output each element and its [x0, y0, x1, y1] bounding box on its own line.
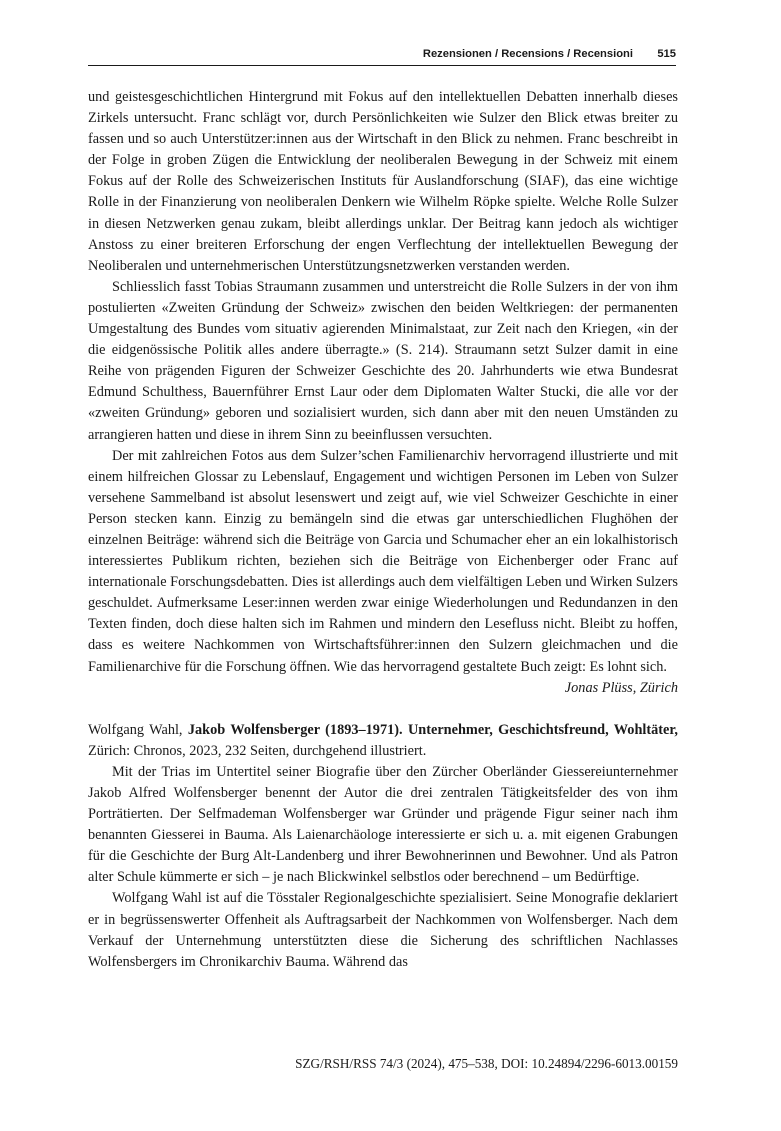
page-number: 515	[657, 48, 676, 60]
running-header	[88, 43, 676, 66]
journal-citation-footer: SZG/RSH/RSS 74/3 (2024), 475–538, DOI: 10.24894/2296-6013.00159	[295, 1056, 678, 1071]
review2-reference	[88, 720, 678, 762]
review2-author: Wolfgang Wahl,	[88, 721, 183, 738]
review2-publication: Zürich: Chronos, 2023, 232 Seiten, durchgehend illustriert.	[88, 742, 427, 759]
review2-paragraph-2: Wolfgang Wahl ist auf die Tösstaler Regionalgeschichte spezialisiert. Seine Monografie deklariert er in begrüssenswerter Offenheit als Auftragsarbeit der Nachkommen von Wolfensberger. Nach dem Verkauf der Unternehmung unterstützten diese die Sicherung des schriftlichen Nachlasses Wolfensbergers im Chronikarchiv Bauma. Während das	[88, 890, 678, 970]
running-header-title: Rezensionen / Recensions / Recensioni	[422, 48, 633, 60]
section-spacer	[88, 699, 678, 720]
review1-paragraph-3: Der mit zahlreichen Fotos aus dem Sulzer’schen Familienarchiv hervorragend illustrierte und mit einem hilfreichen Glossar zu Lebenslauf, Engagement und wichtigen Personen im Leben von Sulzer versehene Sammelband ist absolut lesenswert und zeigt auf, wie viel Schweizer Geschichte in einer Person stecken kann. Einzig zu bemängeln sind die etwas gar unterschiedlichen Flughöhen der einzelnen Beiträge: während sich die Beiträge von Garcia und Schumacher eher an ein lokalhistorisch interessiertes Publikum richten, beziehen sich die Beiträge von Eichenberger oder Franc auf internationale Forschungsdebatten. Dies ist allerdings auch dem vielfältigen Leben und Wirken Sulzers geschuldet. Aufmerksame Leser:innen werden zwar einige Wiederholungen und Redundanzen in den Texten finden, doch diese halten sich im Rahmen und mindern den Lesefluss nicht. Bleibt zu hoffen, dass es weitere Nachkommen von Wirtschaftsführer:innen den Sulzern gleichmachen und die Familienarchive für die Forschung öffnen. Wie das hervorragend gestaltete Buch zeigt: Es lohnt sich.	[88, 447, 678, 675]
review1-paragraph-1: und geistesgeschichtlichen Hintergrund mit Fokus auf den intellektuellen Debatten innerhalb dieses Zirkels untersucht. Franc schlägt vor, durch Persönlichkeiten wie Sulzer den Blick etwas breiter zu fassen und so auch Unterstützer:innen aus der Wirtschaft in den Blick zu nehmen. Franc beschreibt in der Folge in groben Zügen die Entwicklung der neoliberalen Bewegung in der Schweiz mit einem Fokus auf der Rolle des Schweizerischen Instituts für Auslandforschung (SIAF), das eine wichtige Rolle in der Finanzierung von neoliberalen Denkern wie Wilhelm Röpke spielte. Welche Rolle Sulzer in diesen Netzwerken genau zukam, bleibt allerdings unklar. Der Beitrag kann jedoch als wichtiger Anstoss zu einer breiteren Erforschung der engen Verflechtung der intellektuellen Bewegung der Neoliberalen und unternehmerischen Unterstützungsnetzwerken verstanden werden.	[88, 89, 678, 274]
review2-book-title: Jakob Wolfensberger (1893–1971). Unternehmer, Geschichtsfreund, Wohltäter,	[187, 721, 678, 738]
page-body	[88, 87, 678, 973]
review2-paragraph-1: Mit der Trias im Untertitel seiner Biografie über den Zürcher Oberländer Giessereiunternehmer Jakob Alfred Wolfensberger benennt der Autor die drei zentralen Tätigkeitsfelder des von ihm Porträtierten. Der Selfmademan Wolfensberger war Gründer und prägende Figur seiner nach ihm benannten Giesserei in Bauma. Als Laienarchäologe interessierte er sich u. a. mit eigenen Grabungen für die Geschichte der Burg Alt-Landenberg und ihrer Bewohnerinnen und Bewohner. Und als Patron alter Schule kümmerte er sich – je nach Blickwinkel selbstlos oder berechnend – um Bedürftige.	[88, 763, 678, 886]
review1-signature: Jonas Plüss, Zürich	[564, 679, 678, 696]
review1-paragraph-2: Schliesslich fasst Tobias Straumann zusammen und unterstreicht die Rolle Sulzers in der von ihm postulierten «Zweiten Gründung der Schweiz» zwischen den beiden Weltkriegen: der permanenten Umgestaltung des Bundes vom situativ agierenden Minimalstaat, zur Zeit nach den Kriegen, «in der die eidgenössische Politik alles andere überragte.» (S. 214). Straumann setzt Sulzer damit in eine Reihe von prägenden Figuren der Schweizer Geschichte des 20. Jahrhunderts wie etwa Bundesrat Edmund Schulthess, Bauernführer Ernst Laur oder dem Diplomaten Walter Stucki, die alle vor der «zweiten Gründung» geboren und sozialisiert wurden, sich dann aber mit den neuen Umständen zu arrangieren hatten und diese in ihrem Sinn zu beeinflussen versuchten.	[88, 278, 678, 443]
